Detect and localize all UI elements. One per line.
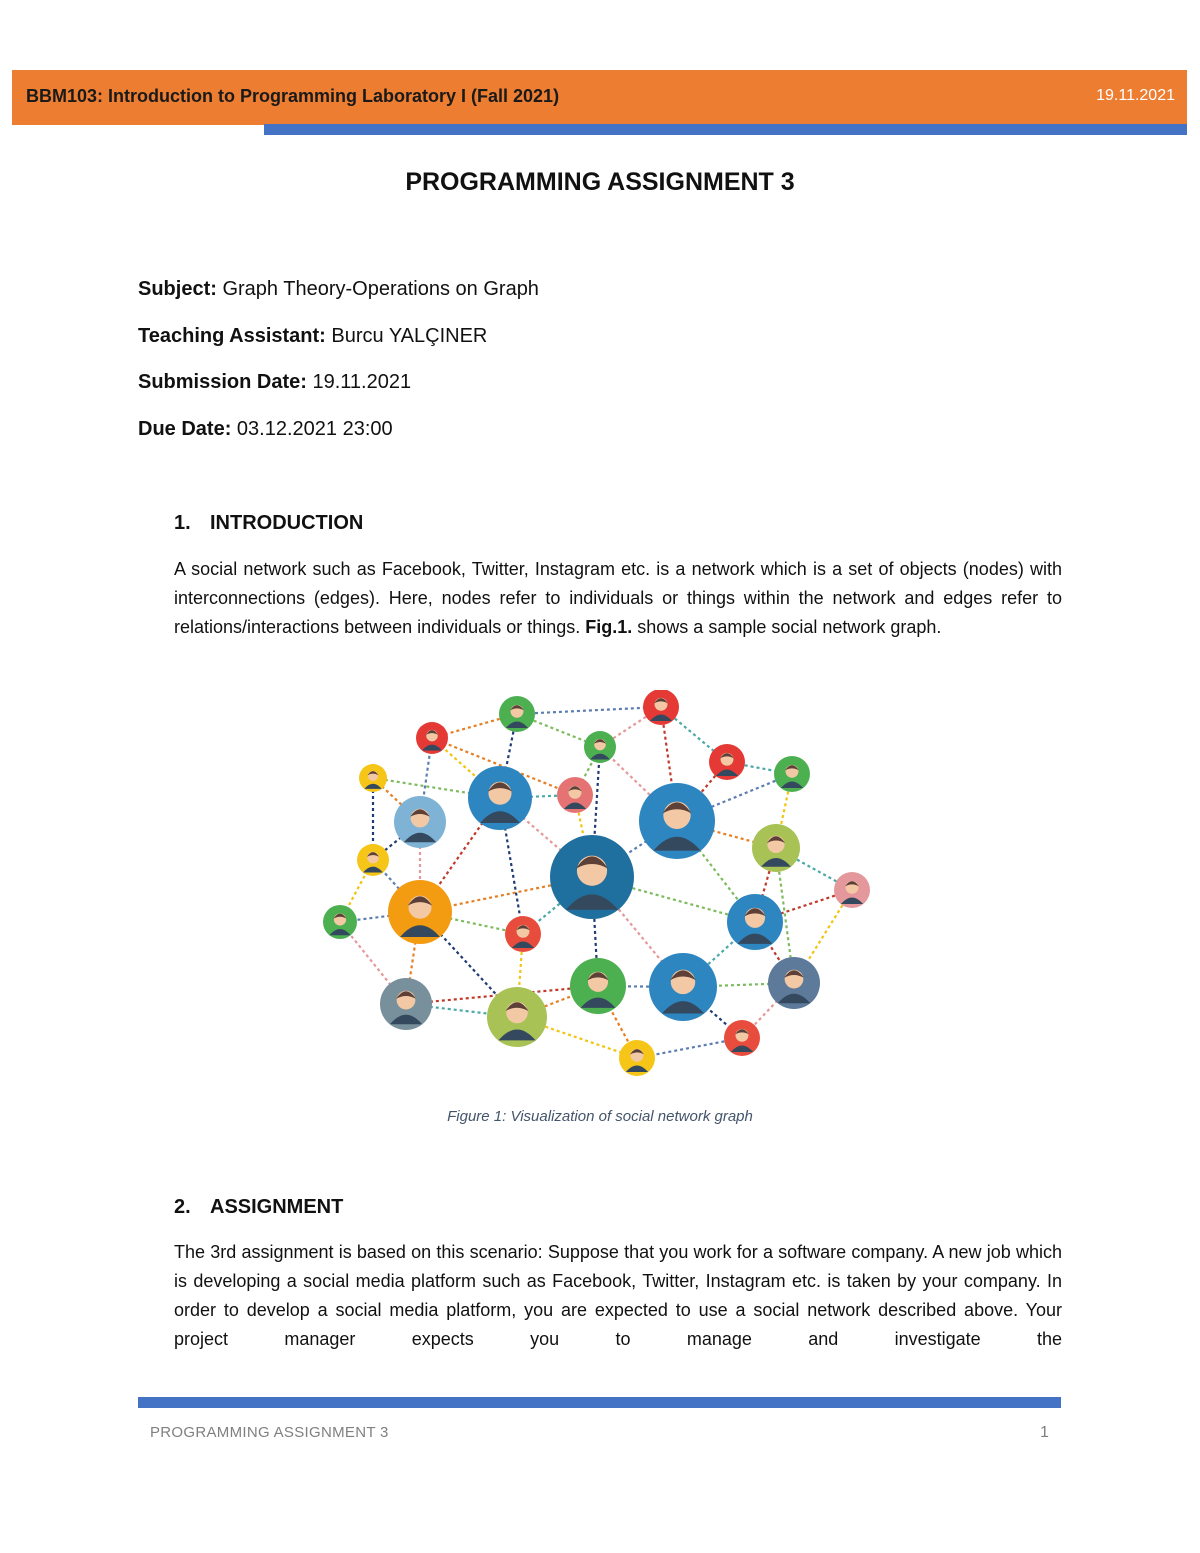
- course-title: BBM103: Introduction to Programming Laboratory I (Fall 2021): [26, 86, 560, 106]
- section-title: ASSIGNMENT: [210, 1196, 344, 1218]
- network-svg: [320, 690, 880, 1085]
- person-node-icon: [639, 783, 715, 859]
- meta-teaching-assistant: [138, 325, 487, 348]
- person-node-icon: [487, 987, 547, 1047]
- person-node-icon: [752, 824, 800, 872]
- header-rule: [264, 124, 1187, 135]
- person-node-icon: [768, 957, 820, 1009]
- header-date: 19.11.2021: [1096, 87, 1175, 104]
- footer-rule: [138, 1397, 1061, 1408]
- person-node-icon: [774, 756, 810, 792]
- person-node-icon: [727, 894, 783, 950]
- meta-due-date: [138, 418, 393, 441]
- footer-label: PROGRAMMING ASSIGNMENT 3: [150, 1424, 389, 1441]
- person-node-icon: [323, 905, 357, 939]
- figure-reference: Fig.1.: [585, 617, 633, 637]
- person-node-icon: [550, 835, 634, 919]
- introduction-paragraph: [174, 555, 1062, 642]
- person-node-icon: [416, 722, 448, 754]
- person-node-icon: [394, 796, 446, 848]
- intro-text: A social network such as Facebook, Twitter, Instagram etc. is a network which is a set of objects (nodes) with interconnections (edges). Here, nodes refer to individuals or things within the network and edges refer to relations/interactions between individuals or things.: [174, 559, 1062, 637]
- assignment-paragraph: The 3rd assignment is based on this scenario: Suppose that you work for a software company. A new job which is developing a social media platform such as Facebook, Twitter, Instagram etc. is taken by your company. In order to develop a social media platform, you are expected to use a social network described above. Your project manager expects you to manage and investigate the: [174, 1242, 1062, 1349]
- person-node-icon: [724, 1020, 760, 1056]
- section-number: 2.: [174, 1196, 191, 1218]
- person-node-icon: [649, 953, 717, 1021]
- section-heading-introduction: [174, 512, 363, 535]
- meta-ta-label: Teaching Assistant:: [138, 325, 326, 347]
- page-number: 1: [1040, 1424, 1049, 1441]
- section-number: 1.: [174, 512, 191, 534]
- person-node-icon: [584, 731, 616, 763]
- social-network-graph-illustration: [320, 690, 880, 1085]
- person-node-icon: [357, 844, 389, 876]
- person-node-icon: [570, 958, 626, 1014]
- meta-submission-date: [138, 371, 411, 394]
- meta-subject-label: Subject:: [138, 278, 217, 300]
- section-title: INTRODUCTION: [210, 512, 364, 534]
- person-node-icon: [468, 766, 532, 830]
- meta-submission-label: Submission Date:: [138, 371, 307, 393]
- person-node-icon: [499, 696, 535, 732]
- person-node-icon: [359, 764, 387, 792]
- meta-submission-value: 19.11.2021: [312, 371, 412, 393]
- meta-ta-value: Burcu YALÇINER: [331, 325, 488, 347]
- document-title: PROGRAMMING ASSIGNMENT 3: [405, 168, 795, 196]
- meta-subject-value: Graph Theory-Operations on Graph: [222, 278, 539, 300]
- person-node-icon: [619, 1040, 655, 1076]
- person-node-icon: [505, 916, 541, 952]
- person-node-icon: [557, 777, 593, 813]
- section-heading-assignment: [174, 1196, 343, 1219]
- person-node-icon: [380, 978, 432, 1030]
- person-node-icon: [709, 744, 745, 780]
- network-edge: [517, 707, 661, 714]
- header-bar: [12, 70, 1187, 125]
- person-node-icon: [643, 690, 679, 725]
- person-node-icon: [834, 872, 870, 908]
- person-node-icon: [388, 880, 452, 944]
- meta-subject: [138, 278, 539, 301]
- meta-due-label: Due Date:: [138, 418, 232, 440]
- intro-text-end: shows a sample social network graph.: [637, 617, 942, 637]
- figure-caption: Figure 1: Visualization of social network graph: [447, 1108, 753, 1125]
- meta-due-value: 03.12.2021 23:00: [236, 418, 393, 440]
